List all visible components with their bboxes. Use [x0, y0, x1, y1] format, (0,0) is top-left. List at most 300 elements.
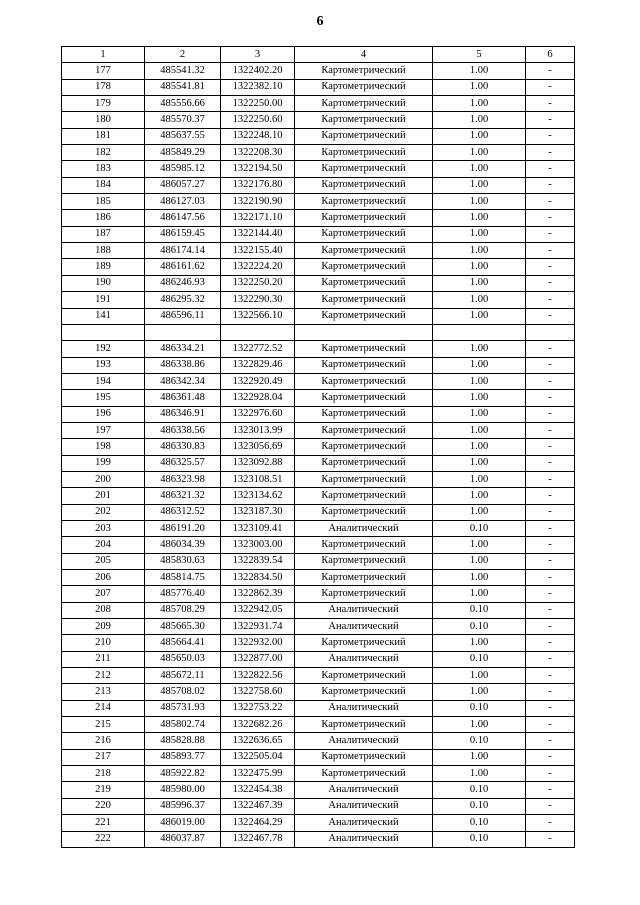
- cell-method: Картометрический: [295, 96, 433, 112]
- table-row: [62, 700, 575, 716]
- cell-x: 486295.32: [145, 292, 221, 308]
- cell-x: 485985.12: [145, 161, 221, 177]
- cell-accuracy: 1.00: [433, 210, 526, 226]
- cell-x: 485650.03: [145, 651, 221, 667]
- cell-point-number: 200: [62, 471, 145, 487]
- cell-accuracy: 1.00: [433, 471, 526, 487]
- cell-accuracy: 1.00: [433, 553, 526, 569]
- cell-y: 1322171.10: [221, 210, 295, 226]
- cell-x: 486596.11: [145, 308, 221, 324]
- cell-method: Картометрический: [295, 537, 433, 553]
- cell-point-number: 185: [62, 194, 145, 210]
- table-header-row: [62, 47, 575, 63]
- cell-y: 1322931.74: [221, 619, 295, 635]
- cell-y: 1322932.00: [221, 635, 295, 651]
- cell-x: 486325.57: [145, 455, 221, 471]
- cell-description: -: [526, 439, 575, 455]
- cell-x: 485731.93: [145, 700, 221, 716]
- cell-accuracy: 1.00: [433, 455, 526, 471]
- cell-accuracy: 1.00: [433, 373, 526, 389]
- table-row: [62, 537, 575, 553]
- table-row: [62, 815, 575, 831]
- cell-accuracy: 1.00: [433, 717, 526, 733]
- cell-x: 486312.52: [145, 504, 221, 520]
- cell-point-number: 204: [62, 537, 145, 553]
- cell-method: Картометрический: [295, 422, 433, 438]
- cell-method: Картометрический: [295, 766, 433, 782]
- table-row: [62, 308, 575, 324]
- cell-x: 485814.75: [145, 570, 221, 586]
- cell-method: Картометрический: [295, 684, 433, 700]
- cell-accuracy: 1.00: [433, 259, 526, 275]
- cell-y: 1323134.62: [221, 488, 295, 504]
- cell-y: 1322250.60: [221, 112, 295, 128]
- cell-method: Картометрический: [295, 145, 433, 161]
- cell-accuracy: 1.00: [433, 570, 526, 586]
- cell-y: 1322839.54: [221, 553, 295, 569]
- cell-accuracy: 1.00: [433, 63, 526, 79]
- column-header-description: 6: [526, 47, 575, 63]
- table-row: [62, 602, 575, 618]
- cell-method: Картометрический: [295, 259, 433, 275]
- cell-point-number: 177: [62, 63, 145, 79]
- cell-point-number: [62, 324, 145, 340]
- cell-y: 1322829.46: [221, 357, 295, 373]
- cell-method: Картометрический: [295, 128, 433, 144]
- cell-point-number: 214: [62, 700, 145, 716]
- cell-description: -: [526, 161, 575, 177]
- cell-description: -: [526, 259, 575, 275]
- cell-point-number: 198: [62, 439, 145, 455]
- cell-accuracy: 0.10: [433, 831, 526, 847]
- cell-y: 1322250.20: [221, 275, 295, 291]
- cell-point-number: 201: [62, 488, 145, 504]
- cell-description: -: [526, 275, 575, 291]
- cell-point-number: 212: [62, 668, 145, 684]
- cell-description: -: [526, 341, 575, 357]
- cell-x: 485849.29: [145, 145, 221, 161]
- table-row: [62, 63, 575, 79]
- cell-point-number: 195: [62, 390, 145, 406]
- cell-method: Картометрический: [295, 570, 433, 586]
- cell-point-number: 191: [62, 292, 145, 308]
- cell-point-number: 219: [62, 782, 145, 798]
- cell-point-number: 203: [62, 520, 145, 536]
- cell-y: 1322144.40: [221, 226, 295, 242]
- cell-description: -: [526, 210, 575, 226]
- cell-y: 1322155.40: [221, 243, 295, 259]
- cell-method: Картометрический: [295, 161, 433, 177]
- cell-x: 486034.39: [145, 537, 221, 553]
- cell-y: 1322290.30: [221, 292, 295, 308]
- cell-method: Аналитический: [295, 831, 433, 847]
- cell-point-number: 209: [62, 619, 145, 635]
- cell-point-number: 183: [62, 161, 145, 177]
- cell-method: Картометрический: [295, 586, 433, 602]
- cell-y: 1322475.99: [221, 766, 295, 782]
- cell-x: 485570.37: [145, 112, 221, 128]
- cell-method: Картометрический: [295, 406, 433, 422]
- cell-accuracy: 0.10: [433, 602, 526, 618]
- column-header-method: 4: [295, 47, 433, 63]
- cell-method: Картометрический: [295, 292, 433, 308]
- cell-x: 485665.30: [145, 619, 221, 635]
- cell-x: 486161.62: [145, 259, 221, 275]
- cell-x: 486191.20: [145, 520, 221, 536]
- cell-method: Картометрический: [295, 439, 433, 455]
- cell-x: 486159.45: [145, 226, 221, 242]
- cell-method: Аналитический: [295, 651, 433, 667]
- cell-description: -: [526, 390, 575, 406]
- cell-description: -: [526, 798, 575, 814]
- cell-accuracy: 0.10: [433, 815, 526, 831]
- table-row: [62, 570, 575, 586]
- cell-point-number: 202: [62, 504, 145, 520]
- table-row: [62, 292, 575, 308]
- cell-method: Картометрический: [295, 504, 433, 520]
- cell-description: -: [526, 717, 575, 733]
- cell-x: 485893.77: [145, 749, 221, 765]
- cell-method: Аналитический: [295, 815, 433, 831]
- cell-x: 486147.56: [145, 210, 221, 226]
- cell-description: -: [526, 766, 575, 782]
- table-row: [62, 798, 575, 814]
- cell-accuracy: 1.00: [433, 308, 526, 324]
- cell-point-number: 210: [62, 635, 145, 651]
- table-row: [62, 226, 575, 242]
- cell-accuracy: 1.00: [433, 749, 526, 765]
- cell-description: -: [526, 177, 575, 193]
- cell-x: 486019.00: [145, 815, 221, 831]
- table-row: [62, 504, 575, 520]
- cell-y: 1322772.52: [221, 341, 295, 357]
- cell-y: 1322758.60: [221, 684, 295, 700]
- cell-description: -: [526, 586, 575, 602]
- page-number: 6: [316, 14, 324, 29]
- table-row: [62, 455, 575, 471]
- cell-y: 1322682.26: [221, 717, 295, 733]
- cell-description: -: [526, 455, 575, 471]
- cell-x: 485708.29: [145, 602, 221, 618]
- cell-method: Картометрический: [295, 717, 433, 733]
- cell-method: Аналитический: [295, 700, 433, 716]
- cell-description: -: [526, 831, 575, 847]
- cell-point-number: 222: [62, 831, 145, 847]
- table-row: [62, 651, 575, 667]
- table-row: [62, 471, 575, 487]
- cell-accuracy: 1.00: [433, 357, 526, 373]
- cell-description: -: [526, 112, 575, 128]
- cell-point-number: 218: [62, 766, 145, 782]
- table-row: [62, 210, 575, 226]
- cell-description: -: [526, 619, 575, 635]
- cell-method: Картометрический: [295, 635, 433, 651]
- cell-point-number: 182: [62, 145, 145, 161]
- cell-accuracy: 1.00: [433, 684, 526, 700]
- cell-method: Аналитический: [295, 733, 433, 749]
- cell-point-number: 192: [62, 341, 145, 357]
- cell-method: Картометрический: [295, 373, 433, 389]
- cell-description: -: [526, 537, 575, 553]
- table-row: [62, 520, 575, 536]
- cell-y: 1322467.78: [221, 831, 295, 847]
- cell-description: -: [526, 553, 575, 569]
- table-row: [62, 684, 575, 700]
- cell-point-number: 180: [62, 112, 145, 128]
- cell-method: Аналитический: [295, 782, 433, 798]
- cell-x: 486127.03: [145, 194, 221, 210]
- cell-y: 1322822.56: [221, 668, 295, 684]
- table-row: [62, 341, 575, 357]
- table-row: [62, 177, 575, 193]
- cell-point-number: 215: [62, 717, 145, 733]
- cell-x: 486321.32: [145, 488, 221, 504]
- cell-accuracy: 1.00: [433, 292, 526, 308]
- cell-y: 1323003.00: [221, 537, 295, 553]
- cell-x: 486057.27: [145, 177, 221, 193]
- cell-x: 485922.82: [145, 766, 221, 782]
- cell-y: 1322505.04: [221, 749, 295, 765]
- table-row: [62, 259, 575, 275]
- cell-y: 1322834.50: [221, 570, 295, 586]
- cell-accuracy: 1.00: [433, 112, 526, 128]
- table-row: [62, 766, 575, 782]
- cell-accuracy: 1.00: [433, 128, 526, 144]
- cell-point-number: 207: [62, 586, 145, 602]
- table-row: [62, 635, 575, 651]
- cell-method: Картометрический: [295, 341, 433, 357]
- cell-point-number: 193: [62, 357, 145, 373]
- cell-accuracy: [433, 324, 526, 340]
- cell-point-number: 186: [62, 210, 145, 226]
- column-header-x: 2: [145, 47, 221, 63]
- cell-point-number: 220: [62, 798, 145, 814]
- cell-method: Картометрический: [295, 488, 433, 504]
- cell-description: -: [526, 602, 575, 618]
- cell-x: 486338.56: [145, 422, 221, 438]
- cell-point-number: 187: [62, 226, 145, 242]
- cell-point-number: 188: [62, 243, 145, 259]
- cell-y: 1322208.30: [221, 145, 295, 161]
- cell-x: 485708.02: [145, 684, 221, 700]
- cell-accuracy: 1.00: [433, 439, 526, 455]
- cell-x: 485776.40: [145, 586, 221, 602]
- cell-description: -: [526, 145, 575, 161]
- cell-x: 486338.86: [145, 357, 221, 373]
- cell-point-number: 189: [62, 259, 145, 275]
- cell-method: Картометрический: [295, 275, 433, 291]
- cell-y: 1322382.10: [221, 79, 295, 95]
- table-row: [62, 128, 575, 144]
- cell-description: -: [526, 815, 575, 831]
- cell-accuracy: 0.10: [433, 520, 526, 536]
- table-row: [62, 243, 575, 259]
- cell-description: -: [526, 651, 575, 667]
- cell-x: 486361.48: [145, 390, 221, 406]
- cell-description: -: [526, 194, 575, 210]
- cell-y: 1322928.04: [221, 390, 295, 406]
- table-row: [62, 390, 575, 406]
- cell-point-number: 141: [62, 308, 145, 324]
- table-row: [62, 145, 575, 161]
- table-row: [62, 194, 575, 210]
- cell-accuracy: 1.00: [433, 422, 526, 438]
- cell-x: 486037.87: [145, 831, 221, 847]
- cell-accuracy: 1.00: [433, 537, 526, 553]
- cell-x: 486346.91: [145, 406, 221, 422]
- cell-description: -: [526, 243, 575, 259]
- cell-method: Картометрический: [295, 357, 433, 373]
- cell-y: 1322402.20: [221, 63, 295, 79]
- cell-y: 1322454.38: [221, 782, 295, 798]
- cell-point-number: 213: [62, 684, 145, 700]
- cell-point-number: 197: [62, 422, 145, 438]
- table-row: [62, 324, 575, 340]
- cell-accuracy: 0.10: [433, 782, 526, 798]
- cell-x: 485672.11: [145, 668, 221, 684]
- cell-description: -: [526, 570, 575, 586]
- cell-method: Картометрический: [295, 177, 433, 193]
- cell-method: Картометрический: [295, 243, 433, 259]
- cell-accuracy: 1.00: [433, 161, 526, 177]
- cell-accuracy: 1.00: [433, 194, 526, 210]
- cell-point-number: 190: [62, 275, 145, 291]
- cell-accuracy: 1.00: [433, 504, 526, 520]
- cell-x: 486330.83: [145, 439, 221, 455]
- cell-y: 1322877.00: [221, 651, 295, 667]
- cell-point-number: 216: [62, 733, 145, 749]
- cell-y: 1323013.99: [221, 422, 295, 438]
- cell-y: 1322190.90: [221, 194, 295, 210]
- cell-description: -: [526, 488, 575, 504]
- cell-description: -: [526, 96, 575, 112]
- cell-accuracy: 1.00: [433, 488, 526, 504]
- cell-description: -: [526, 79, 575, 95]
- cell-y: 1323187.30: [221, 504, 295, 520]
- cell-x: 485828.88: [145, 733, 221, 749]
- cell-description: -: [526, 63, 575, 79]
- cell-description: -: [526, 308, 575, 324]
- column-header-y: 3: [221, 47, 295, 63]
- cell-y: 1322753.22: [221, 700, 295, 716]
- table-row: [62, 749, 575, 765]
- cell-point-number: 184: [62, 177, 145, 193]
- cell-method: Картометрический: [295, 553, 433, 569]
- cell-point-number: 205: [62, 553, 145, 569]
- table-row: [62, 112, 575, 128]
- cell-description: -: [526, 422, 575, 438]
- cell-accuracy: 1.00: [433, 586, 526, 602]
- table-row: [62, 357, 575, 373]
- cell-x: 486323.98: [145, 471, 221, 487]
- cell-y: 1322636.65: [221, 733, 295, 749]
- cell-accuracy: 0.10: [433, 651, 526, 667]
- cell-description: -: [526, 471, 575, 487]
- table-row: [62, 488, 575, 504]
- cell-x: 485830.63: [145, 553, 221, 569]
- table-row: [62, 161, 575, 177]
- cell-method: Картометрический: [295, 471, 433, 487]
- cell-y: 1322248.10: [221, 128, 295, 144]
- cell-y: 1322976.60: [221, 406, 295, 422]
- cell-x: 485802.74: [145, 717, 221, 733]
- cell-point-number: 194: [62, 373, 145, 389]
- cell-x: 485541.32: [145, 63, 221, 79]
- cell-accuracy: 0.10: [433, 700, 526, 716]
- cell-x: 485664.41: [145, 635, 221, 651]
- cell-method: Аналитический: [295, 520, 433, 536]
- cell-description: -: [526, 406, 575, 422]
- column-header-point-number: 1: [62, 47, 145, 63]
- cell-x: 486246.93: [145, 275, 221, 291]
- cell-x: 486334.21: [145, 341, 221, 357]
- cell-accuracy: 1.00: [433, 275, 526, 291]
- cell-method: Картометрический: [295, 455, 433, 471]
- table-row: [62, 96, 575, 112]
- cell-description: -: [526, 782, 575, 798]
- cell-method: Картометрический: [295, 79, 433, 95]
- cell-method: Картометрический: [295, 194, 433, 210]
- cell-accuracy: 0.10: [433, 619, 526, 635]
- cell-accuracy: 1.00: [433, 145, 526, 161]
- cell-accuracy: 0.10: [433, 733, 526, 749]
- cell-accuracy: 1.00: [433, 96, 526, 112]
- table-row: [62, 733, 575, 749]
- cell-method: Картометрический: [295, 749, 433, 765]
- cell-method: Аналитический: [295, 619, 433, 635]
- cell-y: 1322467.39: [221, 798, 295, 814]
- cell-x: 485637.55: [145, 128, 221, 144]
- cell-point-number: 206: [62, 570, 145, 586]
- cell-method: Картометрический: [295, 668, 433, 684]
- coordinates-table: [61, 46, 575, 848]
- cell-x: 485541.81: [145, 79, 221, 95]
- cell-accuracy: 1.00: [433, 226, 526, 242]
- cell-point-number: 199: [62, 455, 145, 471]
- cell-point-number: 178: [62, 79, 145, 95]
- cell-y: 1322176.80: [221, 177, 295, 193]
- cell-description: -: [526, 292, 575, 308]
- table-body: [62, 63, 575, 848]
- cell-x: 485996.37: [145, 798, 221, 814]
- cell-y: 1323056.69: [221, 439, 295, 455]
- cell-point-number: 208: [62, 602, 145, 618]
- cell-y: 1322920.49: [221, 373, 295, 389]
- cell-y: 1322250.00: [221, 96, 295, 112]
- cell-accuracy: 1.00: [433, 79, 526, 95]
- cell-point-number: 221: [62, 815, 145, 831]
- table-row: [62, 831, 575, 847]
- cell-y: 1322566.10: [221, 308, 295, 324]
- cell-method: [295, 324, 433, 340]
- cell-x: 486174.14: [145, 243, 221, 259]
- cell-point-number: 179: [62, 96, 145, 112]
- table-row: [62, 422, 575, 438]
- cell-x: 486342.34: [145, 373, 221, 389]
- column-header-accuracy: 5: [433, 47, 526, 63]
- cell-description: -: [526, 357, 575, 373]
- cell-x: 485556.66: [145, 96, 221, 112]
- cell-description: -: [526, 128, 575, 144]
- cell-accuracy: 1.00: [433, 635, 526, 651]
- cell-method: Аналитический: [295, 798, 433, 814]
- cell-description: -: [526, 373, 575, 389]
- cell-accuracy: 1.00: [433, 668, 526, 684]
- cell-point-number: 211: [62, 651, 145, 667]
- cell-method: Картометрический: [295, 308, 433, 324]
- cell-y: 1322194.50: [221, 161, 295, 177]
- cell-description: -: [526, 700, 575, 716]
